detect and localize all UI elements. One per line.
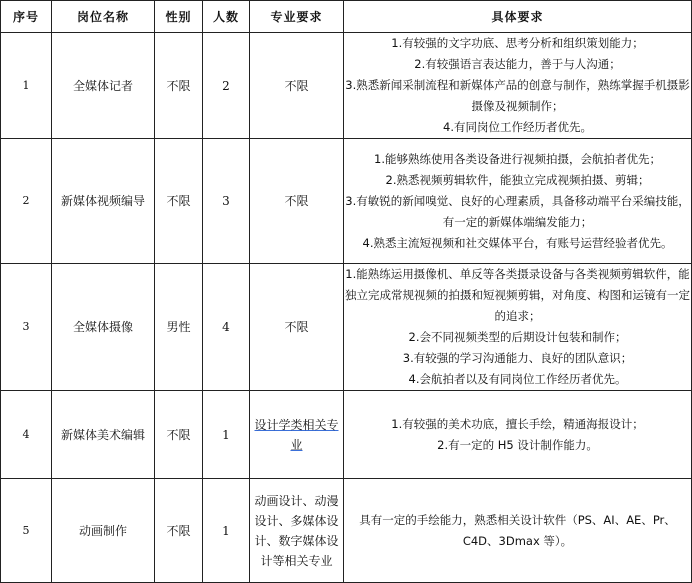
cell-requirements [344, 264, 692, 391]
cell-requirements [344, 391, 692, 479]
requirement-line: 2.有较强语言表达能力，善于与人沟通； [414, 57, 621, 71]
requirement-line: 1.有较强的美术功底，擅长手绘，精通海报设计； [391, 416, 644, 431]
cell-count: 2 [203, 33, 250, 139]
header-seq: 序号 [1, 1, 52, 33]
cell-seq: 5 [1, 479, 52, 583]
cell-seq: 2 [1, 139, 52, 264]
requirement-line: 4.熟悉主流短视频和社交媒体平台，有账号运营经验者优先。 [362, 235, 673, 250]
requirement-line: 具有一定的手绘能力，熟悉相关设计软件（PS、AI、AE、Pr、C4D、3Dmax 等）。 [359, 512, 676, 548]
header-position: 岗位名称 [52, 1, 155, 33]
header-gender: 性别 [155, 1, 203, 33]
requirement-line: 1.能熟练运用摄像机、单反等各类摄录设备与各类视频剪辑软件，能独立完成常规视频的拍摄和短视频剪辑，对角度、构图和运镜有一定的追求； [345, 267, 690, 323]
table-row [1, 139, 692, 264]
table-row [1, 391, 692, 479]
header-row [1, 1, 692, 33]
cell-position: 动画制作 [52, 479, 155, 583]
cell-seq: 4 [1, 391, 52, 479]
cell-major [250, 391, 344, 479]
requirement-line: 2.会不同视频类型的后期设计包装和制作； [408, 330, 627, 344]
cell-gender: 不限 [155, 33, 203, 139]
requirement-line: 4.会航拍者以及有同岗位工作经历者优先。 [408, 372, 627, 386]
requirement-line: 1.有较强的文字功底、思考分析和组织策划能力； [391, 36, 644, 50]
cell-seq: 3 [1, 264, 52, 391]
cell-position: 全媒体记者 [52, 33, 155, 139]
requirement-line: 4.有同岗位工作经历者优先。 [443, 120, 592, 134]
cell-count: 1 [203, 391, 250, 479]
requirement-line: 2.熟悉视频剪辑软件，能独立完成视频拍摄、剪辑； [385, 172, 650, 187]
cell-major: 不限 [250, 264, 344, 391]
cell-position: 全媒体摄像 [52, 264, 155, 391]
header-major: 专业要求 [250, 1, 344, 33]
requirement-line: 3.有敏锐的新闻嗅觉、良好的心理素质，具备移动端平台采编技能，有一定的新媒体端编发能力； [345, 193, 690, 229]
header-count: 人数 [203, 1, 250, 33]
requirement-line: 1.能够熟练使用各类设备进行视频拍摄，会航拍者优先； [374, 151, 661, 166]
cell-count: 1 [203, 479, 250, 583]
requirement-line: 3.熟悉新闻采制流程和新媒体产品的创意与制作，熟练掌握手机摄影摄像及视频制作； [345, 78, 690, 113]
table-row [1, 479, 692, 583]
cell-requirements [344, 33, 692, 139]
cell-count: 4 [203, 264, 250, 391]
table-row [1, 33, 692, 139]
requirement-line: 2.有一定的 H5 设计制作能力。 [437, 437, 598, 452]
cell-position: 新媒体视频编导 [52, 139, 155, 264]
major-text: 设计学类相关专业 [254, 417, 339, 452]
requirement-line: 3.有较强的学习沟通能力、良好的团队意识； [402, 351, 633, 365]
cell-gender: 不限 [155, 479, 203, 583]
cell-seq: 1 [1, 33, 52, 139]
cell-requirements [344, 479, 692, 583]
header-requirements: 具体要求 [344, 1, 692, 33]
cell-major: 不限 [250, 33, 344, 139]
cell-gender: 男性 [155, 264, 203, 391]
table-row [1, 264, 692, 391]
cell-gender: 不限 [155, 139, 203, 264]
cell-count: 3 [203, 139, 250, 264]
cell-gender: 不限 [155, 391, 203, 479]
cell-requirements [344, 139, 692, 264]
cell-position: 新媒体美术编辑 [52, 391, 155, 479]
cell-major: 动画设计、动漫设计、多媒体设计、数字媒体设计等相关专业 [250, 479, 344, 583]
cell-major: 不限 [250, 139, 344, 264]
